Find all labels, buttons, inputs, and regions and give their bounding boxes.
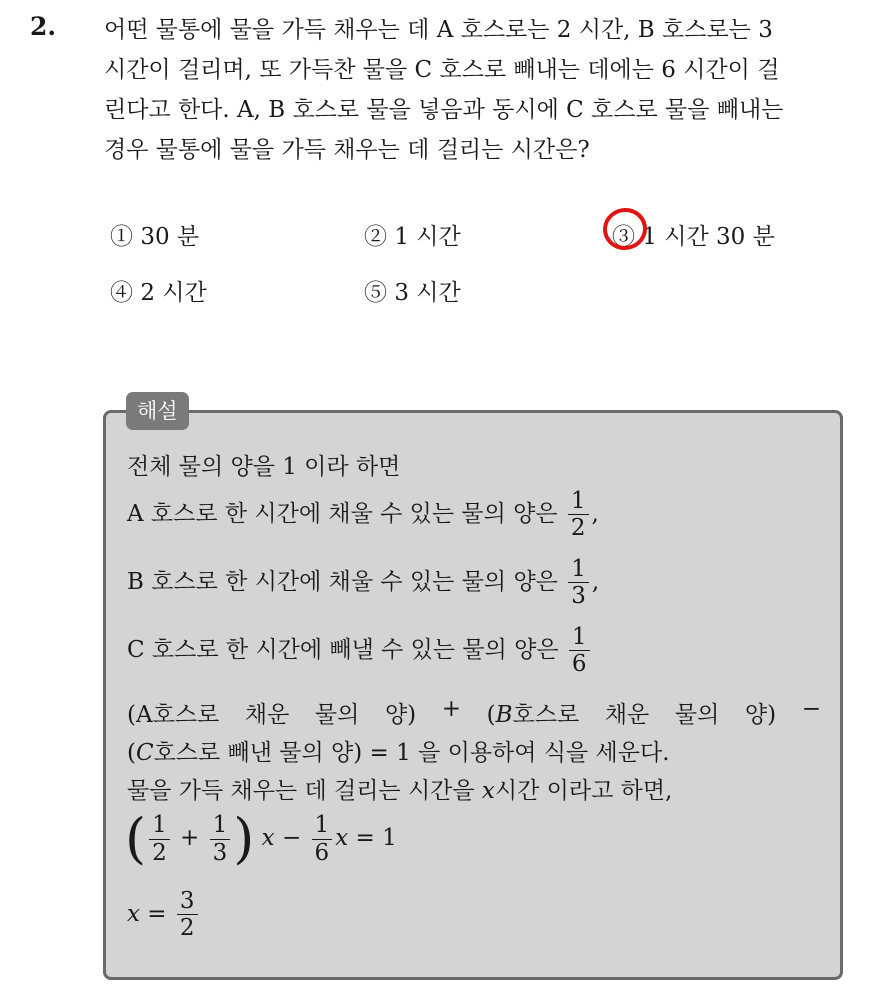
solution-line-2 (127, 488, 599, 542)
comma: , (591, 568, 600, 595)
numerator: 1 (569, 624, 590, 651)
numerator: 1 (568, 488, 589, 515)
plus-sign: + (441, 696, 462, 722)
question-number: 2. (30, 12, 57, 41)
solution-text: B 호스로 한 시간에 채울 수 있는 물의 양은 (127, 568, 558, 595)
solution-line-1: 전체 물의 양을 1 이라 하면 (127, 454, 401, 480)
question-line: 경우 물통에 물을 가득 채우는 데 걸리는 시간은? (104, 137, 590, 163)
word: 채운 (604, 702, 650, 728)
variable-x: x (335, 825, 349, 851)
solution-tag: 해설 (126, 392, 189, 430)
choice-text: 30 분 (140, 224, 200, 250)
open-paren: ( (127, 740, 136, 766)
solution-text: 호스로 빼낸 물의 양) = 1 을 이용하여 식을 세운다. (153, 740, 670, 766)
fraction (210, 812, 231, 866)
solution-line-3 (127, 556, 599, 610)
choice-2[interactable] (364, 218, 461, 251)
question-line: 어떤 물통에 물을 가득 채우는 데 A 호스로는 2 시간, B 호스로는 3 (104, 17, 773, 43)
choice-marker: ③ (612, 224, 635, 250)
choice-text: 1 시간 30 분 (642, 224, 775, 250)
equals-one: = 1 (355, 825, 397, 851)
solution-line-4 (127, 624, 593, 678)
fraction-one-third (568, 556, 589, 610)
fraction-one-half (568, 488, 589, 542)
numerator: 1 (568, 556, 589, 583)
solution-text: 물을 가득 채우는 데 걸리는 시간을 (127, 778, 475, 804)
solution-line-7 (127, 772, 672, 805)
word: 물의 (674, 702, 720, 728)
choice-marker: ⑤ (364, 280, 387, 306)
variable-x: x (481, 778, 495, 804)
denominator: 2 (570, 515, 586, 542)
word: 채운 (244, 702, 290, 728)
solution-line-6 (127, 734, 670, 767)
denominator: 2 (179, 915, 195, 942)
question-line: 린다고 한다. A, B 호스로 물을 넣음과 동시에 C 호스로 물을 빼내는 (104, 97, 784, 123)
comma: , (591, 500, 599, 527)
choice-1[interactable] (110, 218, 199, 251)
numerator: 1 (149, 812, 170, 839)
fraction-answer (177, 888, 198, 942)
word: 양) (384, 702, 417, 728)
choice-marker: ② (364, 224, 387, 250)
minus-sign: − (281, 825, 302, 851)
fraction-one-sixth (569, 624, 590, 678)
choice-text: 3 시간 (394, 280, 461, 306)
denominator: 3 (212, 839, 228, 866)
word: 물의 (314, 702, 360, 728)
choice-marker: ① (110, 224, 133, 250)
solution-line-5 (127, 696, 821, 729)
open-paren: ( (486, 702, 496, 728)
word (487, 696, 580, 729)
plus-sign: + (180, 825, 200, 851)
choice-marker: ④ (110, 280, 133, 306)
open-paren: ( (125, 807, 147, 870)
variable-x: x (127, 900, 140, 927)
solution-text: A 호스로 한 시간에 채울 수 있는 물의 양은 (127, 500, 558, 527)
solution-text: C 호스로 한 시간에 빼낼 수 있는 물의 양은 (127, 636, 559, 663)
choice-text: 2 시간 (140, 280, 207, 306)
numerator: 1 (312, 812, 333, 839)
fraction (312, 812, 333, 866)
variable-b: B (495, 702, 513, 728)
equation-2 (127, 888, 201, 942)
denominator: 6 (571, 651, 587, 678)
denominator: 6 (314, 839, 330, 866)
equation-1 (125, 807, 397, 870)
numerator: 1 (210, 812, 231, 839)
close-paren: ) (233, 807, 255, 870)
numerator: 3 (177, 888, 198, 915)
choice-text: 1 시간 (394, 224, 461, 250)
word: 양) (744, 702, 777, 728)
word: (A호스로 (127, 702, 220, 728)
choice-5[interactable] (364, 274, 461, 307)
solution-text: 시간 이라고 하면, (494, 778, 673, 804)
equals-sign: = (147, 900, 167, 927)
question-text (104, 10, 866, 170)
choice-4[interactable] (110, 274, 207, 307)
variable-c: C (135, 740, 154, 766)
word: 호스로 (512, 702, 580, 728)
question-line: 시간이 걸리며, 또 가득찬 물을 C 호스로 빼내는 데에는 6 시간이 걸 (104, 57, 780, 83)
fraction (149, 812, 170, 866)
denominator: 2 (152, 839, 167, 866)
denominator: 3 (571, 583, 586, 610)
minus-sign: − (801, 696, 821, 722)
variable-x: x (261, 825, 275, 851)
